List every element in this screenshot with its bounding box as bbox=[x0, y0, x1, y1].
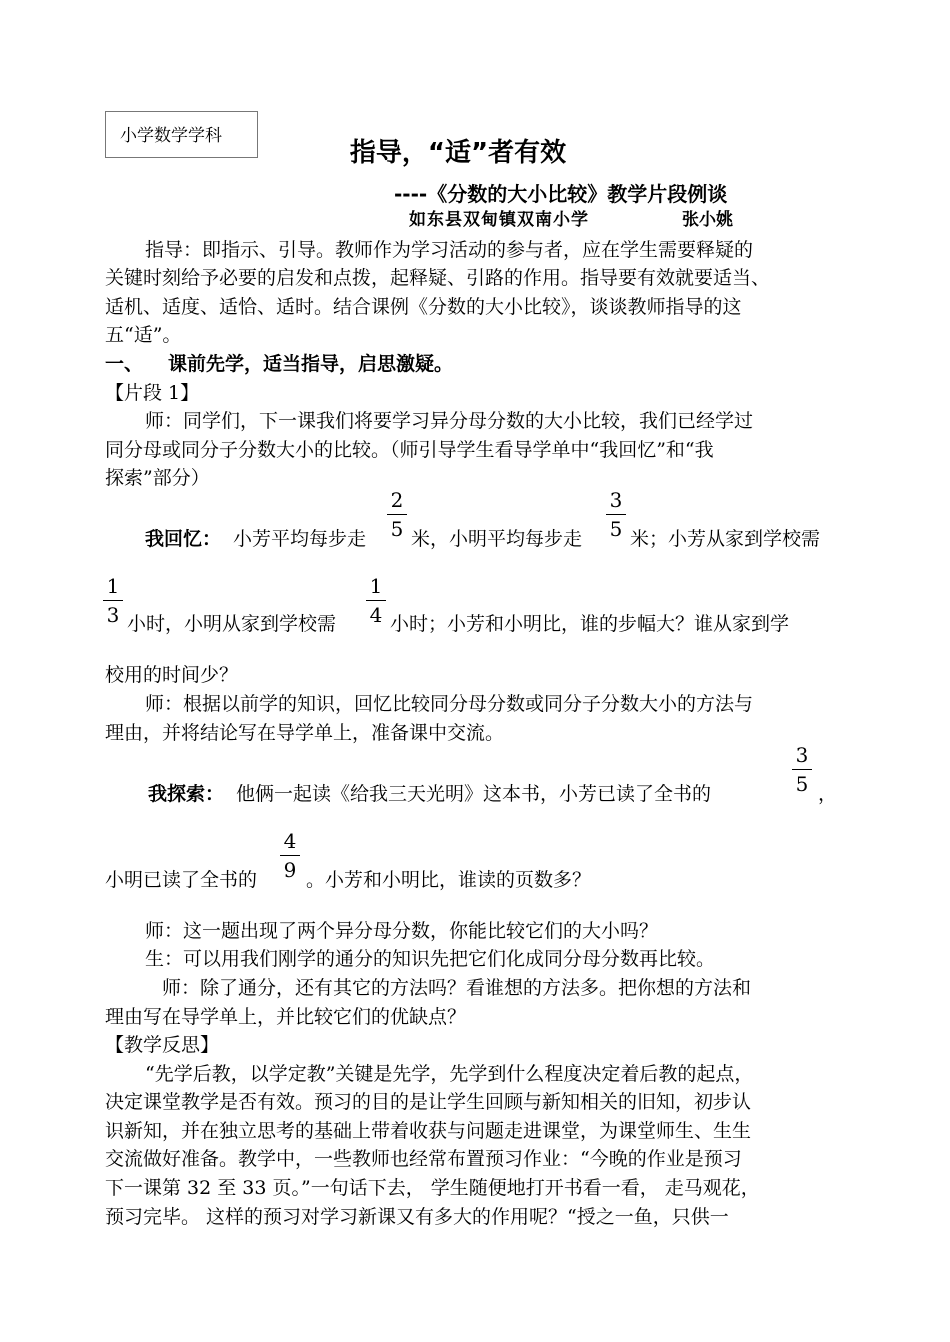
page-subtitle: ----《分数的大小比较》教学片段例谈 bbox=[394, 182, 728, 206]
fraction-numerator: 4 bbox=[283, 829, 297, 853]
explore-text-2: ， bbox=[818, 783, 838, 805]
recall-text-4: 小时，小明从家到学校需 bbox=[127, 613, 337, 635]
fraction-denominator: 9 bbox=[283, 858, 297, 882]
fraction-bar bbox=[606, 514, 626, 515]
fraction-1-4 bbox=[366, 576, 386, 625]
recall-text-6: 校用的时间少？ bbox=[105, 664, 239, 686]
fraction-numerator: 3 bbox=[609, 488, 623, 512]
fraction-1-3 bbox=[103, 576, 123, 625]
subject-label: 小学数学学科 bbox=[120, 126, 222, 146]
reflection-line-1: “先学后教，以学定教”关键是先学，先学到什么程度决定着后教的起点， bbox=[145, 1063, 754, 1085]
fraction-denominator: 3 bbox=[106, 603, 120, 627]
para3: 师：这一题出现了两个异分母分数，你能比较它们的大小吗？ bbox=[145, 920, 659, 942]
fraction-bar bbox=[792, 769, 812, 770]
segment-label: 【片段 1】 bbox=[105, 382, 200, 404]
section-number: 一、 bbox=[105, 353, 144, 375]
fraction-3-5 bbox=[606, 490, 626, 539]
intro-line-2: 关键时刻给予必要的启发和点拨，起释疑、引路的作用。指导要有效就要适当、 bbox=[105, 267, 771, 289]
reflection-line-4: 交流做好准备。教学中，一些教师也经常布置预习作业：“今晚的作业是预习 bbox=[105, 1148, 742, 1170]
para2-line-1: 师：根据以前学的知识，回忆比较同分母分数或同分子分数大小的方法与 bbox=[145, 693, 754, 715]
explore-text-4: 。小芳和小明比，谁读的页数多？ bbox=[306, 869, 592, 891]
author-school: 如东县双甸镇双南小学 bbox=[409, 210, 589, 230]
recall-text-3: 米；小芳从家到学校需 bbox=[630, 528, 821, 550]
fraction-bar bbox=[280, 855, 300, 856]
fraction-2-5 bbox=[387, 490, 407, 539]
recall-label: 我回忆： bbox=[145, 528, 222, 550]
explore-label: 我探索： bbox=[148, 783, 225, 805]
para5-line-2: 理由写在导学单上，并比较它们的优缺点？ bbox=[105, 1006, 467, 1028]
explore-text-3: 小明已读了全书的 bbox=[105, 869, 258, 891]
fraction-numerator: 2 bbox=[390, 488, 404, 512]
para1-line-3: 探索”部分） bbox=[105, 467, 210, 489]
para2-line-2: 理由，并将结论写在导学单上，准备课中交流。 bbox=[105, 722, 505, 744]
reflection-line-2: 决定课堂教学是否有效。预习的目的是让学生回顾与新知相关的旧知，初步认 bbox=[105, 1091, 752, 1113]
fraction-3-5-b bbox=[792, 745, 812, 794]
author-name: 张小姚 bbox=[682, 210, 733, 230]
fraction-bar bbox=[103, 600, 123, 601]
page-title: 指导，“适”者有效 bbox=[349, 138, 567, 168]
reflection-line-3: 识新知，并在独立思考的基础上带着收获与问题走进课堂，为课堂师生、生生 bbox=[105, 1120, 752, 1142]
fraction-numerator: 3 bbox=[795, 743, 809, 767]
fraction-numerator: 1 bbox=[106, 574, 120, 598]
reflection-line-5: 下一课第 32 至 33 页。”一句话下去， 学生随便地打开书看一看， 走马观花， bbox=[105, 1177, 760, 1199]
para1-line-1: 师：同学们，下一课我们将要学习异分母分数的大小比较，我们已经学过 bbox=[145, 410, 754, 432]
fraction-bar bbox=[387, 514, 407, 515]
para5-line-1: 师：除了通分，还有其它的方法吗？看谁想的方法多。把你想的方法和 bbox=[162, 977, 752, 999]
fraction-denominator: 5 bbox=[390, 517, 404, 541]
fraction-bar bbox=[366, 600, 386, 601]
fraction-denominator: 5 bbox=[609, 517, 623, 541]
fraction-denominator: 5 bbox=[795, 772, 809, 796]
intro-line-3: 适机、适度、适恰、适时。结合课例《分数的大小比较》，谈谈教师指导的这 bbox=[105, 296, 742, 318]
fraction-4-9 bbox=[280, 831, 300, 880]
reflection-label: 【教学反思】 bbox=[105, 1034, 220, 1056]
fraction-denominator: 4 bbox=[369, 603, 383, 627]
intro-line-1: 指导：即指示、引导。教师作为学习活动的参与者，应在学生需要释疑的 bbox=[145, 239, 754, 261]
section-heading: 课前先学，适当指导，启思激疑。 bbox=[168, 353, 454, 375]
explore-text-1: 他俩一起读《给我三天光明》这本书，小芳已读了全书的 bbox=[236, 783, 712, 805]
recall-text-1: 小芳平均每步走 bbox=[233, 528, 367, 550]
recall-text-2: 米，小明平均每步走 bbox=[411, 528, 583, 550]
fraction-numerator: 1 bbox=[369, 574, 383, 598]
recall-text-5: 小时；小芳和小明比，谁的步幅大？谁从家到学 bbox=[390, 613, 790, 635]
para1-line-2: 同分母或同分子分数大小的比较。（师引导学生看导学单中“我回忆”和“我 bbox=[105, 439, 714, 461]
reflection-line-6: 预习完毕。 这样的预习对学习新课又有多大的作用呢？“授之一鱼，只供一 bbox=[105, 1206, 729, 1228]
para4: 生：可以用我们刚学的通分的知识先把它们化成同分母分数再比较。 bbox=[145, 948, 716, 970]
intro-line-4: 五“适”。 bbox=[105, 324, 182, 346]
